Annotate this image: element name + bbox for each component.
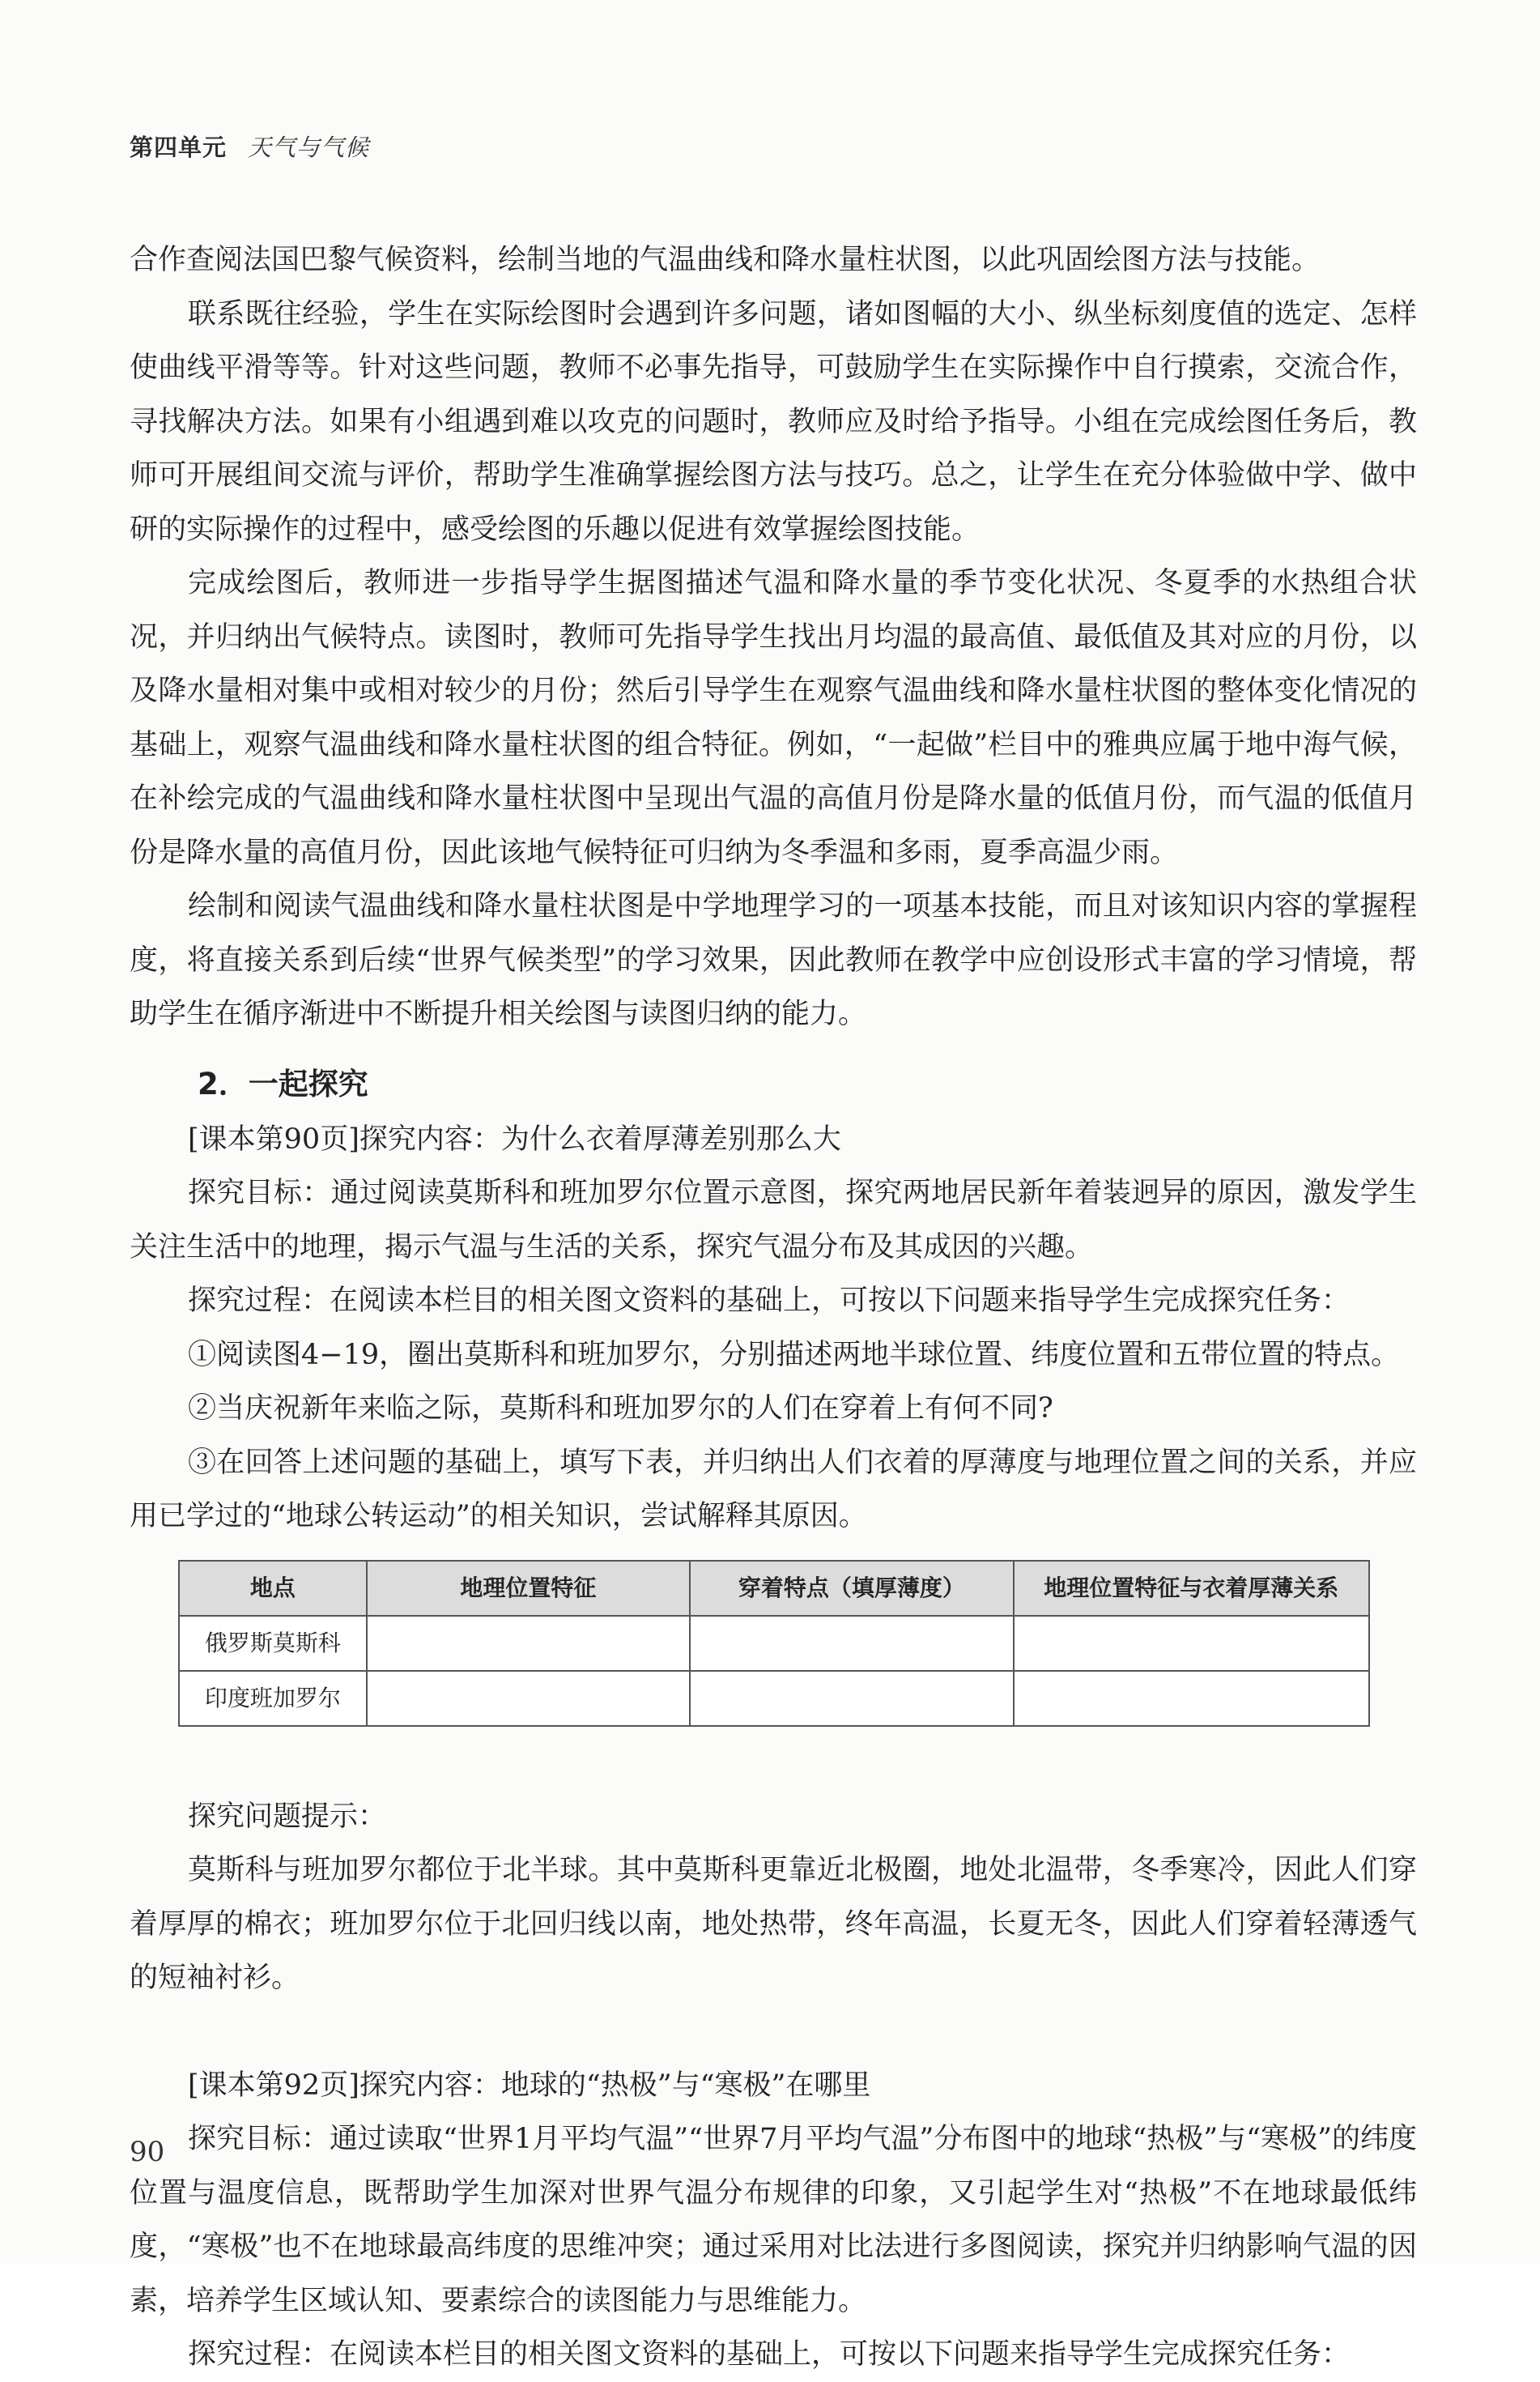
hint-title: 探究问题提示： (188, 1800, 387, 1833)
inquiry-question: ①阅读图4−19，圈出莫斯科和班加罗尔，分别描述两地半球位置、纬度位置和五带位置的特点。 (188, 1338, 1400, 1371)
table-header-cell: 穿着特点（填厚薄度） (690, 1561, 1013, 1616)
table-header-cell: 地点 (179, 1561, 367, 1616)
table-cell-location: 印度班加罗尔 (179, 1671, 367, 1726)
table-header-cell: 地理位置特征 (367, 1561, 690, 1616)
table-header-cell: 地理位置特征与衣着厚薄关系 (1014, 1561, 1369, 1616)
inquiry-goal: 探究目标：通过阅读莫斯科和班加罗尔位置示意图，探究两地居民新年着装迥异的原因，激发学生关注生活中的地理，揭示气温与生活的关系，探究气温分布及其成因的兴趣。 (130, 1177, 1417, 1263)
table-row (179, 1616, 1369, 1671)
spacer (130, 2005, 1417, 2059)
paragraph: 绘制和阅读气温曲线和降水量柱状图是中学地理学习的一项基本技能，而且对该知识内容的掌握程度，将直接关系到后续“世界气候类型”的学习效果，因此教师在教学中应创设形式丰富的学习情境，帮助学生在循序渐进中不断提升相关绘图与读图归纳的能力。 (130, 890, 1417, 1030)
table-cell-blank[interactable] (1014, 1671, 1369, 1726)
running-header (130, 130, 369, 163)
inquiry-title: [课本第92页]探究内容：地球的“热极”与“寒极”在哪里 (188, 2069, 871, 2102)
table-cell-location: 俄罗斯莫斯科 (179, 1616, 367, 1671)
table-cell-blank[interactable] (690, 1616, 1013, 1671)
inquiry-title: [课本第90页]探究内容：为什么衣着厚薄差别那么大 (188, 1123, 841, 1156)
paragraph-continued: 合作查阅法国巴黎气候资料，绘制当地的气温曲线和降水量柱状图，以此巩固绘图方法与技能。 (130, 244, 1321, 276)
inquiry-process: 探究过程：在阅读本栏目的相关图文资料的基础上，可按以下问题来指导学生完成探究任务： (188, 1285, 1351, 1317)
table-cell-blank[interactable] (1014, 1616, 1369, 1671)
section-heading: 2．一起探究 (198, 1066, 368, 1102)
table-header-row (179, 1561, 1369, 1616)
table-cell-blank[interactable] (367, 1616, 690, 1671)
inquiry-question: ②当庆祝新年来临之际，莫斯科和班加罗尔的人们在穿着上有何不同? (188, 1392, 1053, 1425)
inquiry-goal: 探究目标：通过读取“世界1月平均气温”“世界7月平均气温”分布图中的地球“热极”与“寒极”的纬度位置与温度信息，既帮助学生加深对世界气温分布规律的印象，又引起学生对“热极”不在地球最低纬度，“寒极”也不在地球最高纬度的思维冲突；通过采用对比法进行多图阅读，探究并归纳影响气温的因素，培养学生区域认知、要素综合的读图能力与思维能力。 (130, 2123, 1417, 2317)
hint-paragraph: 莫斯科与班加罗尔都位于北半球。其中莫斯科更靠近北极圈，地处北温带，冬季寒冷，因此人们穿着厚厚的棉衣；班加罗尔位于北回归线以南，地处热带，终年高温，长夏无冬，因此人们穿着轻薄透气的短袖衬衫。 (130, 1854, 1417, 1994)
inquiry-question: ③在回答上述问题的基础上，填写下表，并归纳出人们衣着的厚薄度与地理位置之间的关系，并应用已学过的“地球公转运动”的相关知识，尝试解释其原因。 (130, 1446, 1417, 1532)
table-cell-blank[interactable] (367, 1671, 690, 1726)
paragraph: 联系既往经验，学生在实际绘图时会遇到许多问题，诸如图幅的大小、纵坐标刻度值的选定、怎样使曲线平滑等等。针对这些问题，教师不必事先指导，可鼓励学生在实际操作中自行摸索，交流合作，寻找解决方法。如果有小组遇到难以攻克的问题时，教师应及时给予指导。小组在完成绘图任务后，教师可开展组间交流与评价，帮助学生准确掌握绘图方法与技巧。总之，让学生在充分体验做中学、做中研的实际操作的过程中，感受绘图的乐趣以促进有效掌握绘图技能。 (130, 297, 1417, 546)
paragraph: 完成绘图后，教师进一步指导学生据图描述气温和降水量的季节变化状况、冬夏季的水热组合状况，并归纳出气候特点。读图时，教师可先指导学生找出月均温的最高值、最低值及其对应的月份，以及降水量相对集中或相对较少的月份；然后引导学生在观察气温曲线和降水量柱状图的整体变化情况的基础上，观察气温曲线和降水量柱状图的组合特征。例如，“一起做”栏目中的雅典应属于地中海气候，在补绘完成的气温曲线和降水量柱状图中呈现出气温的高值月份是降水量的低值月份，而气温的低值月份是降水量的高值月份，因此该地气候特征可归纳为冬季温和多雨，夏季高温少雨。 (130, 567, 1417, 869)
spacer (130, 1727, 1417, 1790)
inquiry-process: 探究过程：在阅读本栏目的相关图文资料的基础上，可按以下问题来指导学生完成探究任务： (188, 2338, 1351, 2371)
inquiry-table (178, 1560, 1370, 1727)
unit-label: 第四单元 (130, 134, 228, 161)
page-number: 90 (130, 2136, 165, 2168)
table-cell-blank[interactable] (690, 1671, 1013, 1726)
table-row (179, 1671, 1369, 1726)
page-body (130, 233, 1417, 2382)
unit-subject: 天气与气候 (248, 134, 370, 161)
